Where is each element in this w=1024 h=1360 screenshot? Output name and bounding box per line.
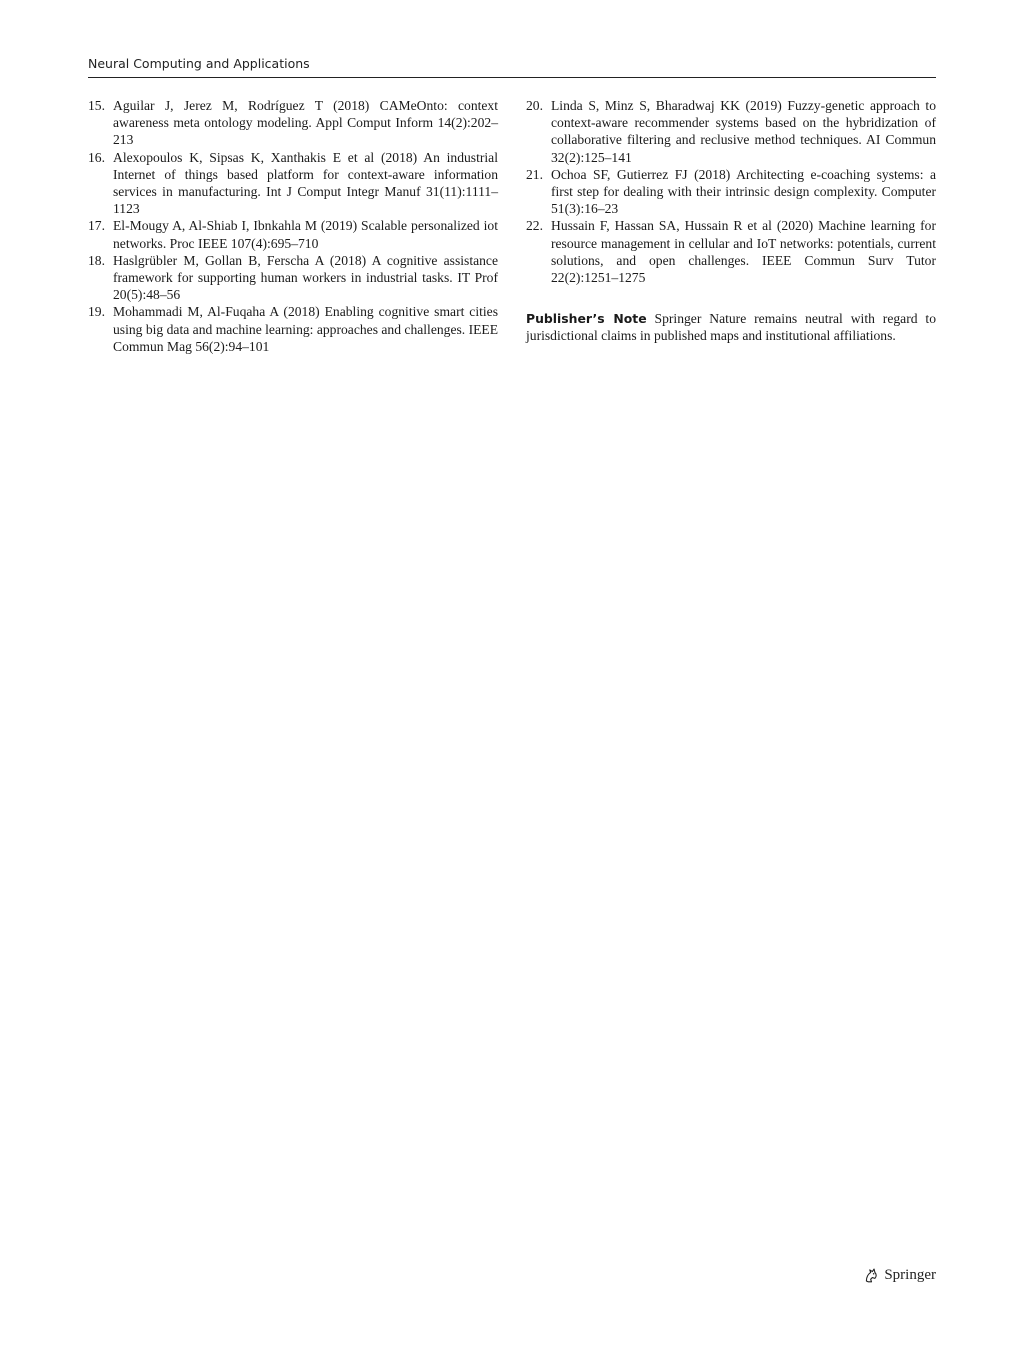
reference-item (88, 217, 498, 251)
reference-item (526, 217, 936, 286)
reference-number: 22. (526, 218, 543, 234)
reference-item (88, 149, 498, 218)
running-header (88, 55, 936, 78)
journal-title: Neural Computing and Applications (88, 56, 310, 71)
reference-item (88, 252, 498, 304)
reference-text: Aguilar J, Jerez M, Rodríguez T (2018) CAMeOnto: context awareness meta ontology modeling. Appl Comput Inform 14(2):202–213 (113, 98, 498, 148)
reference-text: Ochoa SF, Gutierrez FJ (2018) Architecting e-coaching systems: a first step for dealing with their intrinsic design complexity. Computer 51(3):16–23 (551, 166, 936, 217)
reference-number: 17. (88, 218, 105, 234)
reference-number: 15. (88, 98, 105, 113)
reference-text: Mohammadi M, Al-Fuqaha A (2018) Enabling cognitive smart cities using big data and machine learning: approaches and challenges. IEEE Commun Mag 56(2):94–101 (113, 304, 499, 354)
springer-horse-icon (863, 1266, 880, 1284)
springer-logo-text: Springer (884, 1266, 936, 1283)
references-left-column (88, 97, 498, 355)
publisher-note-label: Publisher’s Note (526, 311, 647, 327)
reference-number: 20. (526, 98, 543, 113)
publisher-note-text: Springer Nature remains neutral with regard to jurisdictional claims in published maps and institutional affiliations. (526, 311, 936, 344)
reference-number: 16. (88, 149, 105, 165)
reference-number: 19. (88, 304, 105, 320)
springer-logo (863, 1266, 936, 1284)
reference-text: Haslgrübler M, Gollan B, Ferscha A (2018) A cognitive assistance framework for supporting human workers in industrial tasks. IT Prof 20(5):48–56 (113, 252, 498, 303)
reference-text: Alexopoulos K, Sipsas K, Xanthakis E et al (2018) An industrial Internet of things based platform for context-aware information services in manufacturing. Int J Comput Integr Manuf 31(11):1111–1123 (113, 149, 498, 217)
reference-number: 18. (88, 252, 105, 268)
reference-item (88, 97, 498, 149)
references-right-column (526, 97, 936, 358)
reference-text: Linda S, Minz S, Bharadwaj KK (2019) Fuzzy-genetic approach to context-aware recommender systems based on the hybridization of collaborative filtering and reclusive method techniques. AI Commun 32(2):125–141 (551, 98, 936, 165)
reference-text: Hussain F, Hassan SA, Hussain R et al (2020) Machine learning for resource management in cellular and IoT networks: potentials, current solutions, and open challenges. IEEE Commun Surv Tutor 22(2):1251–1275 (551, 218, 936, 286)
publisher-note (526, 310, 936, 344)
reference-number: 21. (526, 166, 543, 182)
reference-item (88, 303, 498, 355)
reference-item (526, 97, 936, 166)
reference-text: El-Mougy A, Al-Shiab I, Ibnkahla M (2019) Scalable personalized iot networks. Proc IEEE 107(4):695–710 (113, 218, 498, 251)
reference-item (526, 166, 936, 218)
